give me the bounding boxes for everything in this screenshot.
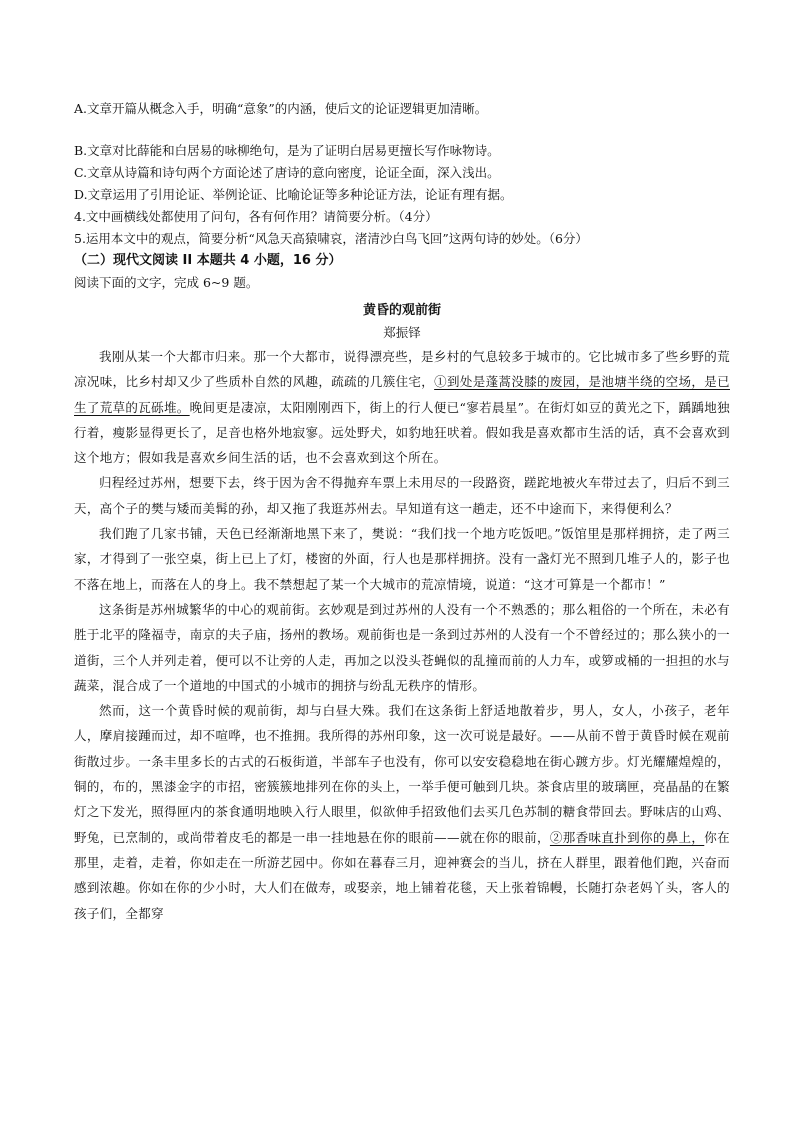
paragraph-1-text-a: 我刚从某一个大都市归来。那一个大都市，说得漂亮些，是乡村的气息较多于城市的。它比城市多了些乡野的荒凉况味，比乡村却又少了些质朴自然的风趣，疏疏的几簇住宅，	[74, 349, 730, 390]
paragraph-1-text-b: 晚间更是凄凉，太阳刚刚西下，街上的行人便已“寥若晨星”。在街灯如豆的黄光之下，踽踽地独行着，瘦影显得更长了，足音也格外地寂寥。远处野犬，如豹地狂吠着。假如我是喜欢都市生活的话，真不会喜欢到这个地方；假如我是喜欢乡间生活的话，也不会喜欢到这个所在。	[74, 399, 730, 466]
question-5: 5.运用本文中的观点，简要分析“风急天高猿啸哀，渚清沙白鸟飞回”这两句诗的妙处。（6分）	[74, 231, 588, 246]
paragraph-5-text-b: 你在那里，走着，走着，你如走在一所游艺园中。你如在暮春三月，迎神赛会的当儿，挤在人群里，跟着他们跑，兴奋而感到浓趣。你如在你的少小时，大人们在做寿，或娶亲，地上铺着花毯，天上张着锦幔，长随打杂老妈丫头，客人的孩子们，全都穿	[74, 829, 730, 921]
section-heading: （二）现代文阅读 II 本题共 4 小题，16 分）	[74, 253, 342, 268]
paragraph-1	[74, 344, 730, 470]
paragraph-4: 这条街是苏州城繁华的中心的观前街。玄妙观是到过苏州的人没有一个不熟悉的；那么粗俗的一个所在，未必有胜于北平的隆福寺，南京的夫子庙，扬州的教场。观前街也是一条到过苏州的人没有一个不曾经过的；那么狭小的一道街，三个人并列走着，便可以不让旁的人走，再加之以没头苍蝇似的乱撞而前的人力车，或箩或桶的一担担的水与蔬菜，混合成了一个道地的中国式的小城市的拥挤与纷乱无秩序的情形。	[74, 601, 730, 693]
option-d: D.文章运用了引用论证、举例论证、比喻论证等多种论证方法，论证有理有据。	[74, 187, 513, 202]
paragraph-2: 归程经过苏州，想要下去，终于因为舍不得抛弃车票上未用尽的一段路资，蹉跎地被火车带过去了，归后不到三天，高个子的樊与矮而美髯的孙，却又拖了我逛苏州去。早知道有这一趟走，还不中途而下，来得便利么？	[74, 475, 730, 516]
article-title: 黄昏的观前街	[362, 303, 441, 318]
paragraph-3: 我们跑了几家书铺，天色已经渐渐地黑下来了，樊说：“我们找一个地方吃饭吧。”饭馆里是那样拥挤，走了两三家，才得到了一张空桌，街上已上了灯，楼窗的外面，行人也是那样拥挤。没有一盏灯光不照到几堆子人的，影子也不落在地上，而落在人的身上。我不禁想起了某一个大城市的荒凉情境，说道：“这才可算是一个都市！”	[74, 526, 730, 592]
option-c: C.文章从诗篇和诗句两个方面论述了唐诗的意向密度，论证全面，深入浅出。	[74, 165, 500, 180]
option-a: A.文章开篇从概念入手，明确“意象”的内涵，使后文的论证逻辑更加清晰。	[74, 101, 488, 116]
section-instruction: 阅读下面的文字，完成 6~9 题。	[74, 275, 259, 290]
underlined-sentence-2: ②那香味直扑到你的鼻上，	[549, 829, 705, 845]
option-b: B.文章对比薛能和白居易的咏柳绝句，是为了证明白居易更擅长写作咏物诗。	[74, 143, 500, 158]
document-page	[74, 98, 730, 926]
question-4: 4.文中画横线处都使用了问句，各有何作用？请简要分析。（4分）	[74, 209, 438, 224]
article-author: 郑振铎	[383, 325, 421, 340]
paragraph-5	[74, 698, 730, 926]
underlined-sentence-1: ①到处是蓬蒿没膝的废园，是池塘半绕的空场，是已生了荒草的瓦砾堆。	[74, 374, 730, 415]
paragraph-5-text-a: 然而，这一个黄昏时候的观前街，却与白昼大殊。我们在这条街上舒适地散着步，男人，女人，小孩子，老年人，摩肩接踵而过，却不喧哗，也不推拥。我所得的苏州印象，这一次可说是最好。——从前不曾于黄昏时候在观前街散过步。一条丰里多长的古式的石板街道，半部车子也没有，你可以安安稳稳地在街心踱方步。灯光耀耀煌煌的，铜的，布的，黑漆金字的市招，密簇簇地排列在你的头上，一举手便可触到几块。茶食店里的玻璃匣，亮晶晶的在繁灯之下发光，照得匣内的茶食通明地映入行人眼里，似欲伸手招致他们去买几色苏制的糖食带回去。野味店的山鸡、野兔，已烹制的，或尚带着皮毛的都是一串一挂地悬在你的眼前——就在你的眼前，	[74, 703, 730, 845]
